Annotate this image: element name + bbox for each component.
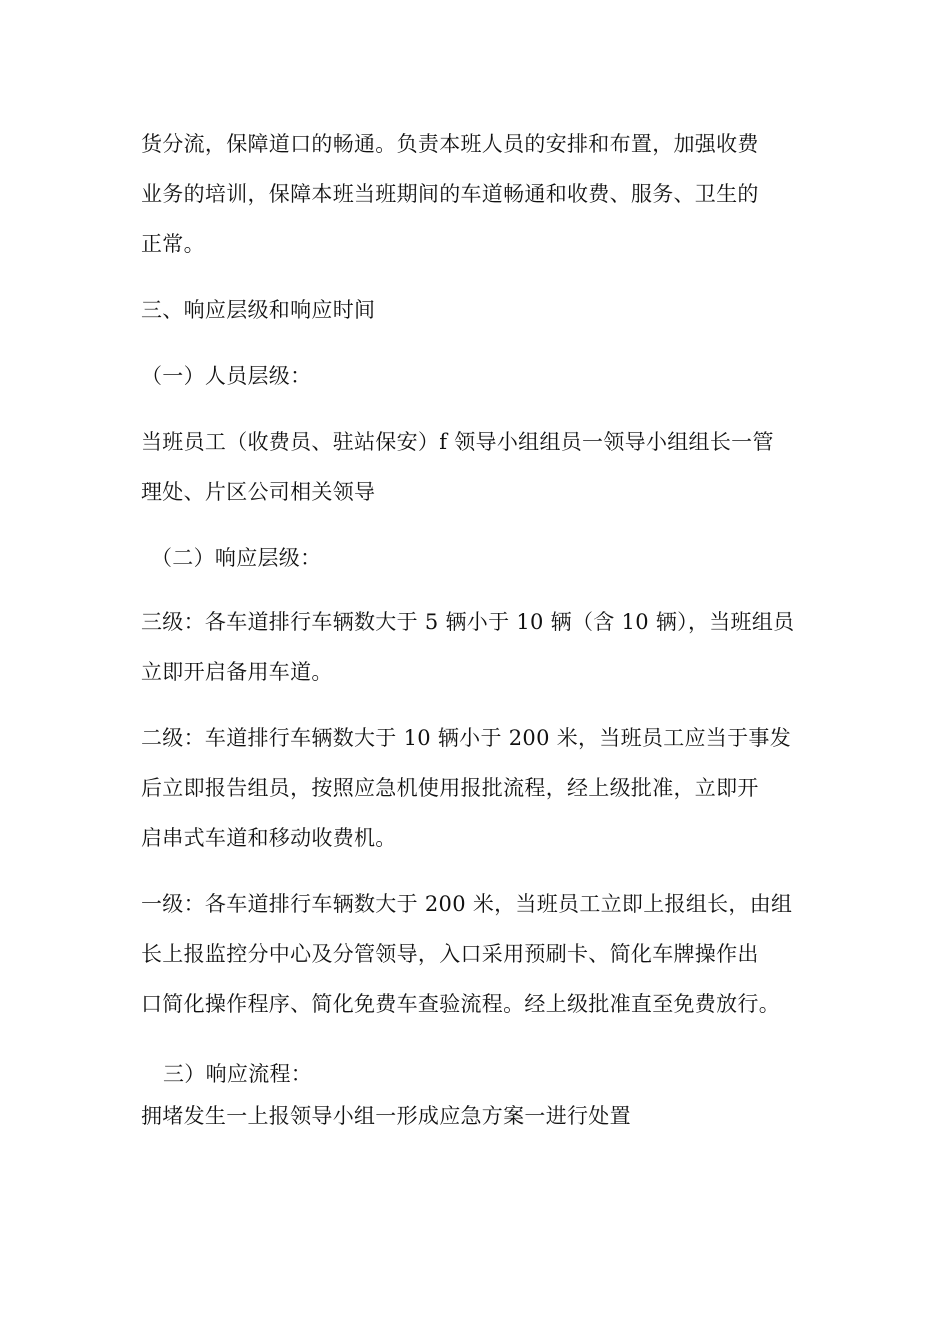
paragraph-line: 长上报监控分中心及分管领导，入口采用预刷卡、简化车牌操作出 (141, 942, 759, 966)
subsection-heading: （二）响应层级： (151, 546, 322, 570)
paragraph-line: 立即开启备用车道。 (141, 660, 333, 684)
paragraph-line: 业务的培训，保障本班当班期间的车道畅通和收费、服务、卫生的 (141, 182, 759, 206)
paragraph-line: 货分流，保障道口的畅通。负责本班人员的安排和布置，加强收费 (141, 132, 759, 156)
paragraph-line: 当班员工（收费员、驻站保安）f 领导小组组员一领导小组组长一管 (141, 430, 774, 454)
subsection-heading: 三）响应流程： (163, 1062, 313, 1086)
section-heading: 三、响应层级和响应时间 (141, 298, 376, 322)
paragraph-line: 口简化操作程序、简化免费车查验流程。经上级批准直至免费放行。 (141, 992, 780, 1016)
paragraph-line: 正常。 (141, 232, 205, 256)
subsection-heading: （一）人员层级： (141, 364, 312, 388)
paragraph-line: 三级：各车道排行车辆数大于 5 辆小于 10 辆（含 10 辆），当班组员 (141, 610, 795, 634)
paragraph-line: 二级：车道排行车辆数大于 10 辆小于 200 米，当班员工应当于事发 (141, 726, 792, 750)
paragraph-line: 理处、片区公司相关领导 (141, 480, 376, 504)
paragraph-line: 拥堵发生一上报领导小组一形成应急方案一进行处置 (141, 1104, 631, 1128)
paragraph-line: 启串式车道和移动收费机。 (141, 826, 397, 850)
paragraph-line: 一级：各车道排行车辆数大于 200 米，当班员工立即上报组长，由组 (141, 892, 793, 916)
paragraph-line: 后立即报告组员，按照应急机使用报批流程，经上级批准，立即开 (141, 776, 759, 800)
